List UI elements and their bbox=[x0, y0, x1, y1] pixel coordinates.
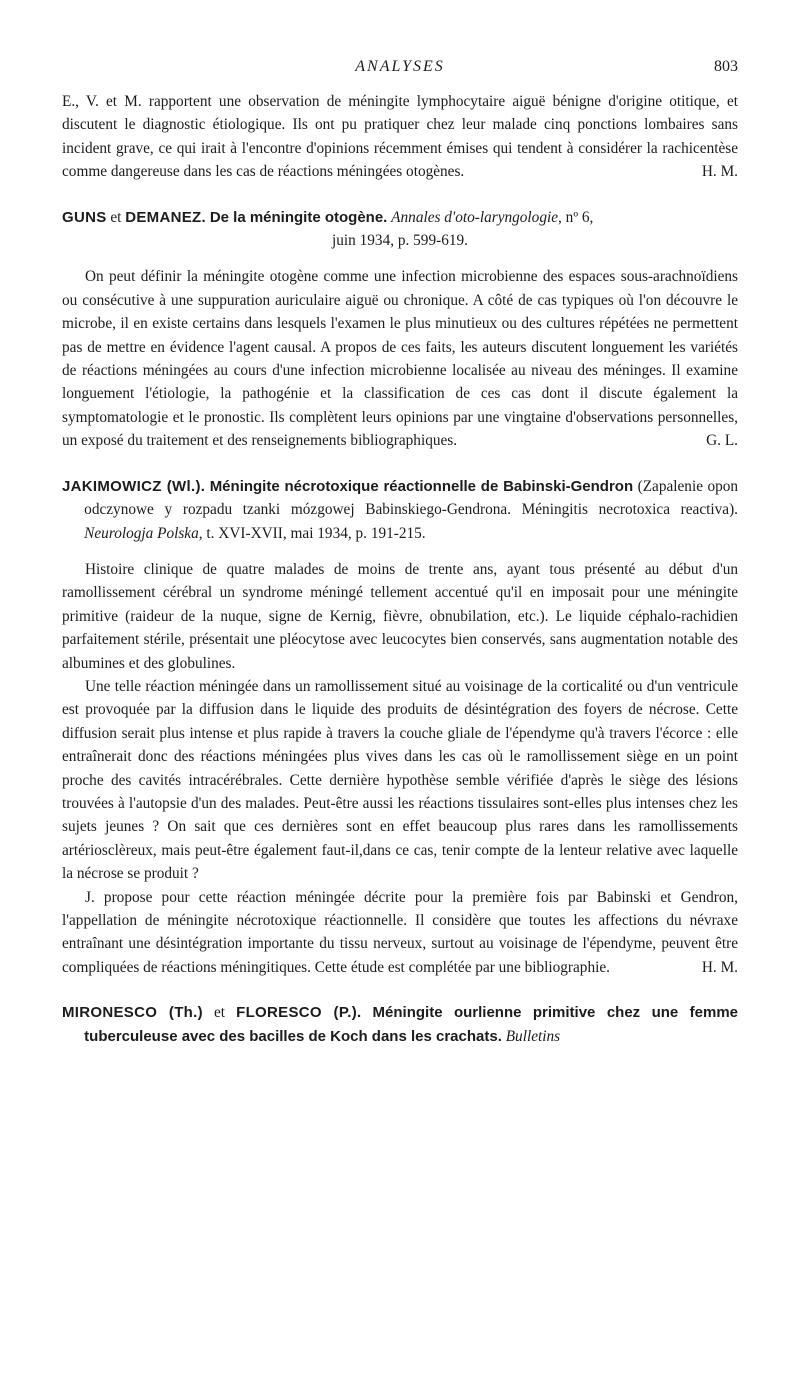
entry2-text-3: J. propose pour cette réaction méningée décrite pour la première fois par Babinski et Gendron, l'appellation de méningite nécrotoxique réactionnelle. Il considère que toutes les affections du névraxe entraînant une désintégration importante du tissu nerveux, surtout au voisinage de l'épendyme, peuvent être compliquées de réactions méningitiques. Cette étude est complétée par une bibliographie. bbox=[62, 888, 738, 976]
entry2-journal: Neurologja Polska, bbox=[84, 524, 203, 542]
entry-guns-demanez-heading bbox=[62, 206, 738, 253]
entry3-author: MIRONESCO (Th.) bbox=[62, 1004, 203, 1022]
entry3-author2: FLORESCO (P.). bbox=[236, 1004, 362, 1022]
entry1-text: On peut définir la méningite otogène comme une infection microbienne des espaces sous-arachnoïdiens ou consécutive à une suppuration auriculaire aiguë ou chronique. A côté de cas typiques où l'on découvre le microbe, il en existe certains dans lesquels l'examen le plus minutieux ou des cultures répétées ne permettent pas de mettre en évidence l'agent causal. A propos de ces faits, les auteurs discutent longuement les variétés de réactions méningées au cours d'une infection microbienne localisée au niveau des méninges. Il examine longuement l'étiologie, la pathogénie et la classification de ces cas dont il discute également la symptomatologie et le pronostic. Ils complètent leurs opinions par une vingtaine d'observations personnelles, un exposé du traitement et des renseignements bibliographiques. bbox=[62, 268, 738, 450]
entry1-signature: G. L. bbox=[706, 432, 738, 450]
entry2-paragraph-1: Histoire clinique de quatre malades de moins de trente ans, ayant tous présenté au début d'un ramollissement cérébral un syndrome méningé tellement accentué qu'il en imposait pour une méningite primitive (raideur de la nuque, signe de Kernig, fièvre, obnubilation, etc.). Le liquide céphalo-rachidien parfaitement stérile, présentait une pléocytose avec leucocytes bien conservés, sans augmentation notable des albumines et des globulines. bbox=[62, 560, 738, 672]
entry1-issue: nº 6, bbox=[565, 208, 594, 226]
entry1-conj: et bbox=[110, 208, 122, 226]
entry-jakimowicz-heading bbox=[62, 475, 738, 545]
entry2-title: Méningite nécrotoxique réactionnelle de Babinski-Gendron bbox=[209, 477, 634, 495]
entry3-title: Méningite ourlienne primitive chez une femme tuberculeuse avec des bacilles de Koch dans les crachats. bbox=[84, 1004, 739, 1045]
entry1-journal: Annales d'oto-laryngologie, bbox=[391, 208, 562, 226]
page-number: 803 bbox=[714, 58, 738, 75]
entry2-author: JAKIMOWICZ (Wl.). bbox=[62, 477, 206, 495]
entry2-paragraph-2: Une telle réaction méningée dans un ramollissement situé au voisinage de la corticalité ou d'un ventricule est provoquée par la diffusion dans le liquide des produits de désintégration des foyers de nécrose. Cette diffusion serait plus intense et plus rapide à travers la couche gliale de l'épendyme qu'à travers l'écorce : elle entraînerait donc des réactions méningées plus vives dans les cas où le ramollissement siège en un point proche des cavités intracérébrales. Cette dernière hypothèse semble vérifiée d'après le siège des lésions trouvées à l'autopsie d'un des malades. Peut-être aussi les réactions tissulaires sont-elles plus intenses chez les sujets jeunes ? On sait que ces dernières sont en effet beaucoup plus rares dans les ramollissements artériosclèreux, mais peut-être également faut-il,dans ce cas, tenir compte de la lenteur relative avec laquelle la nécrose se produit ? bbox=[62, 677, 738, 883]
entry2-ref: t. XVI-XVII, mai 1934, p. 191-215. bbox=[206, 524, 426, 542]
page-header bbox=[62, 58, 738, 82]
intro-paragraph bbox=[62, 90, 738, 184]
entry2-paragraph-3 bbox=[62, 886, 738, 980]
intro-text: E., V. et M. rapportent une observation de méningite lymphocytaire aiguë bénigne d'origine otitique, et discutent le diagnostic étiologique. Ils ont pu pratiquer chez leur malade cinq ponctions lombaires sans incident grave, ce qui irait à l'encontre d'opinions récemment émises qui tendent à considérer la rachicentèse comme dangereuse dans les cas de réactions méningées otogènes. bbox=[62, 93, 738, 181]
running-title: ANALYSES bbox=[355, 58, 445, 75]
entry1-paragraph bbox=[62, 265, 738, 452]
intro-signature: H. M. bbox=[701, 163, 738, 181]
entry1-date: juin 1934, p. 599-619. bbox=[332, 232, 468, 250]
entry2-signature: H. M. bbox=[701, 958, 738, 976]
entry1-title: De la méningite otogène. bbox=[209, 208, 388, 226]
entry1-author2: DEMANEZ. bbox=[125, 208, 206, 226]
entry3-conj: et bbox=[213, 1004, 226, 1022]
page-body bbox=[62, 90, 738, 1048]
entry3-journal: Bulletins bbox=[505, 1027, 561, 1045]
entry1-author: GUNS bbox=[62, 208, 107, 226]
entry2-original-title: (Zapalenie opon odczynowe y rozpadu tzanki mózgowej Babinskiego-Gendrona. Méningitis necrotoxica reactiva). bbox=[84, 477, 739, 519]
entry-mironesco-heading bbox=[62, 1001, 738, 1048]
